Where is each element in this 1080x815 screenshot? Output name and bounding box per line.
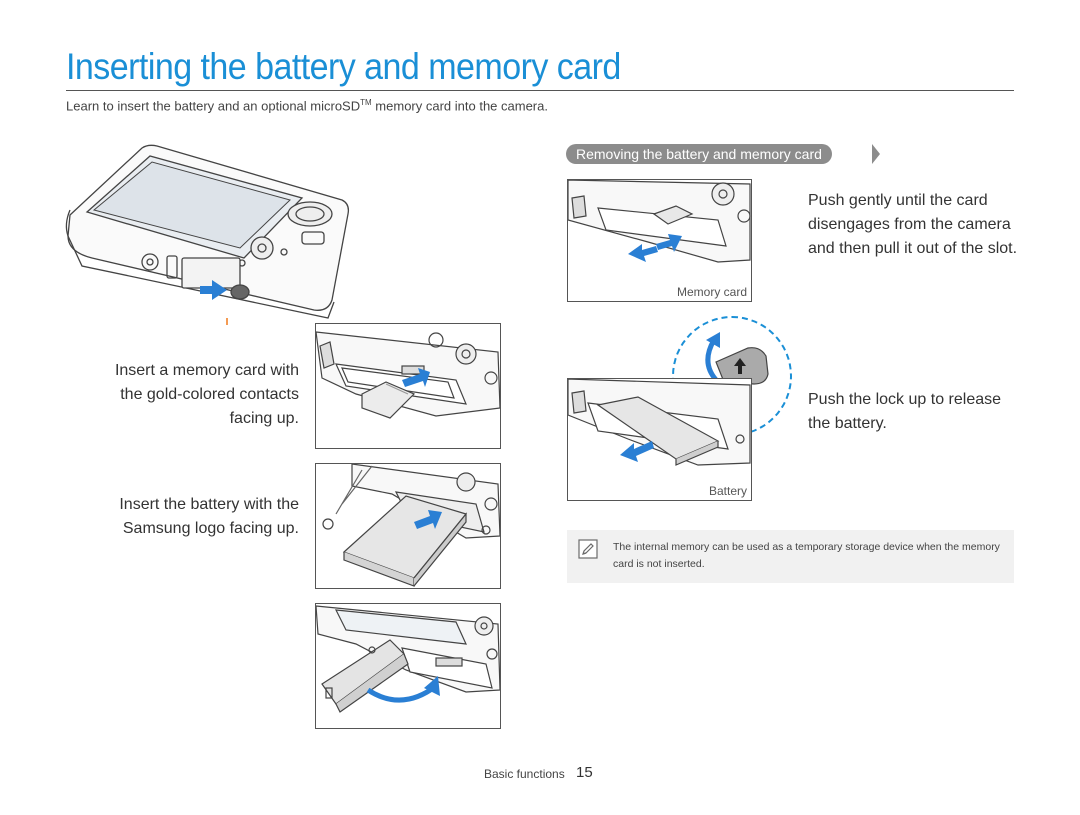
remove-memory-card-text: Push gently until the card disengages from the camera and then pull it out of the slot. — [808, 192, 1018, 257]
remove-battery-illustration — [567, 378, 752, 501]
camera-bottom-illustration — [62, 140, 352, 325]
insert-memory-card-caption: Insert a memory card with the gold-colored contacts facing up. — [114, 362, 299, 427]
remove-memory-card-illustration — [567, 179, 752, 302]
footer-section-label: Basic functions — [484, 767, 565, 781]
insert-battery-illustration — [315, 463, 501, 589]
close-cover-illustration — [315, 603, 501, 729]
intro-text: Learn to insert the battery and an optional microSD™ memory card into the camera. — [66, 98, 548, 114]
section-heading-tail — [872, 144, 880, 164]
note-text: The internal memory can be used as a temporary storage device when the memory card is not inserted. — [613, 541, 1000, 570]
page-number: 15 — [576, 764, 593, 781]
memory-card-label: Memory card — [676, 285, 747, 299]
insert-memory-card-illustration — [315, 323, 501, 449]
battery-label: Battery — [708, 484, 747, 498]
page-title: Inserting the battery and memory card — [66, 46, 621, 87]
removing-section-heading: Removing the battery and memory card — [566, 144, 832, 164]
note-pencil-icon — [578, 539, 598, 559]
release-battery-text: Push the lock up to release the battery. — [808, 391, 1002, 432]
title-rule — [66, 90, 1014, 91]
insert-battery-caption: Insert the battery with the Samsung logo facing up. — [119, 496, 299, 537]
